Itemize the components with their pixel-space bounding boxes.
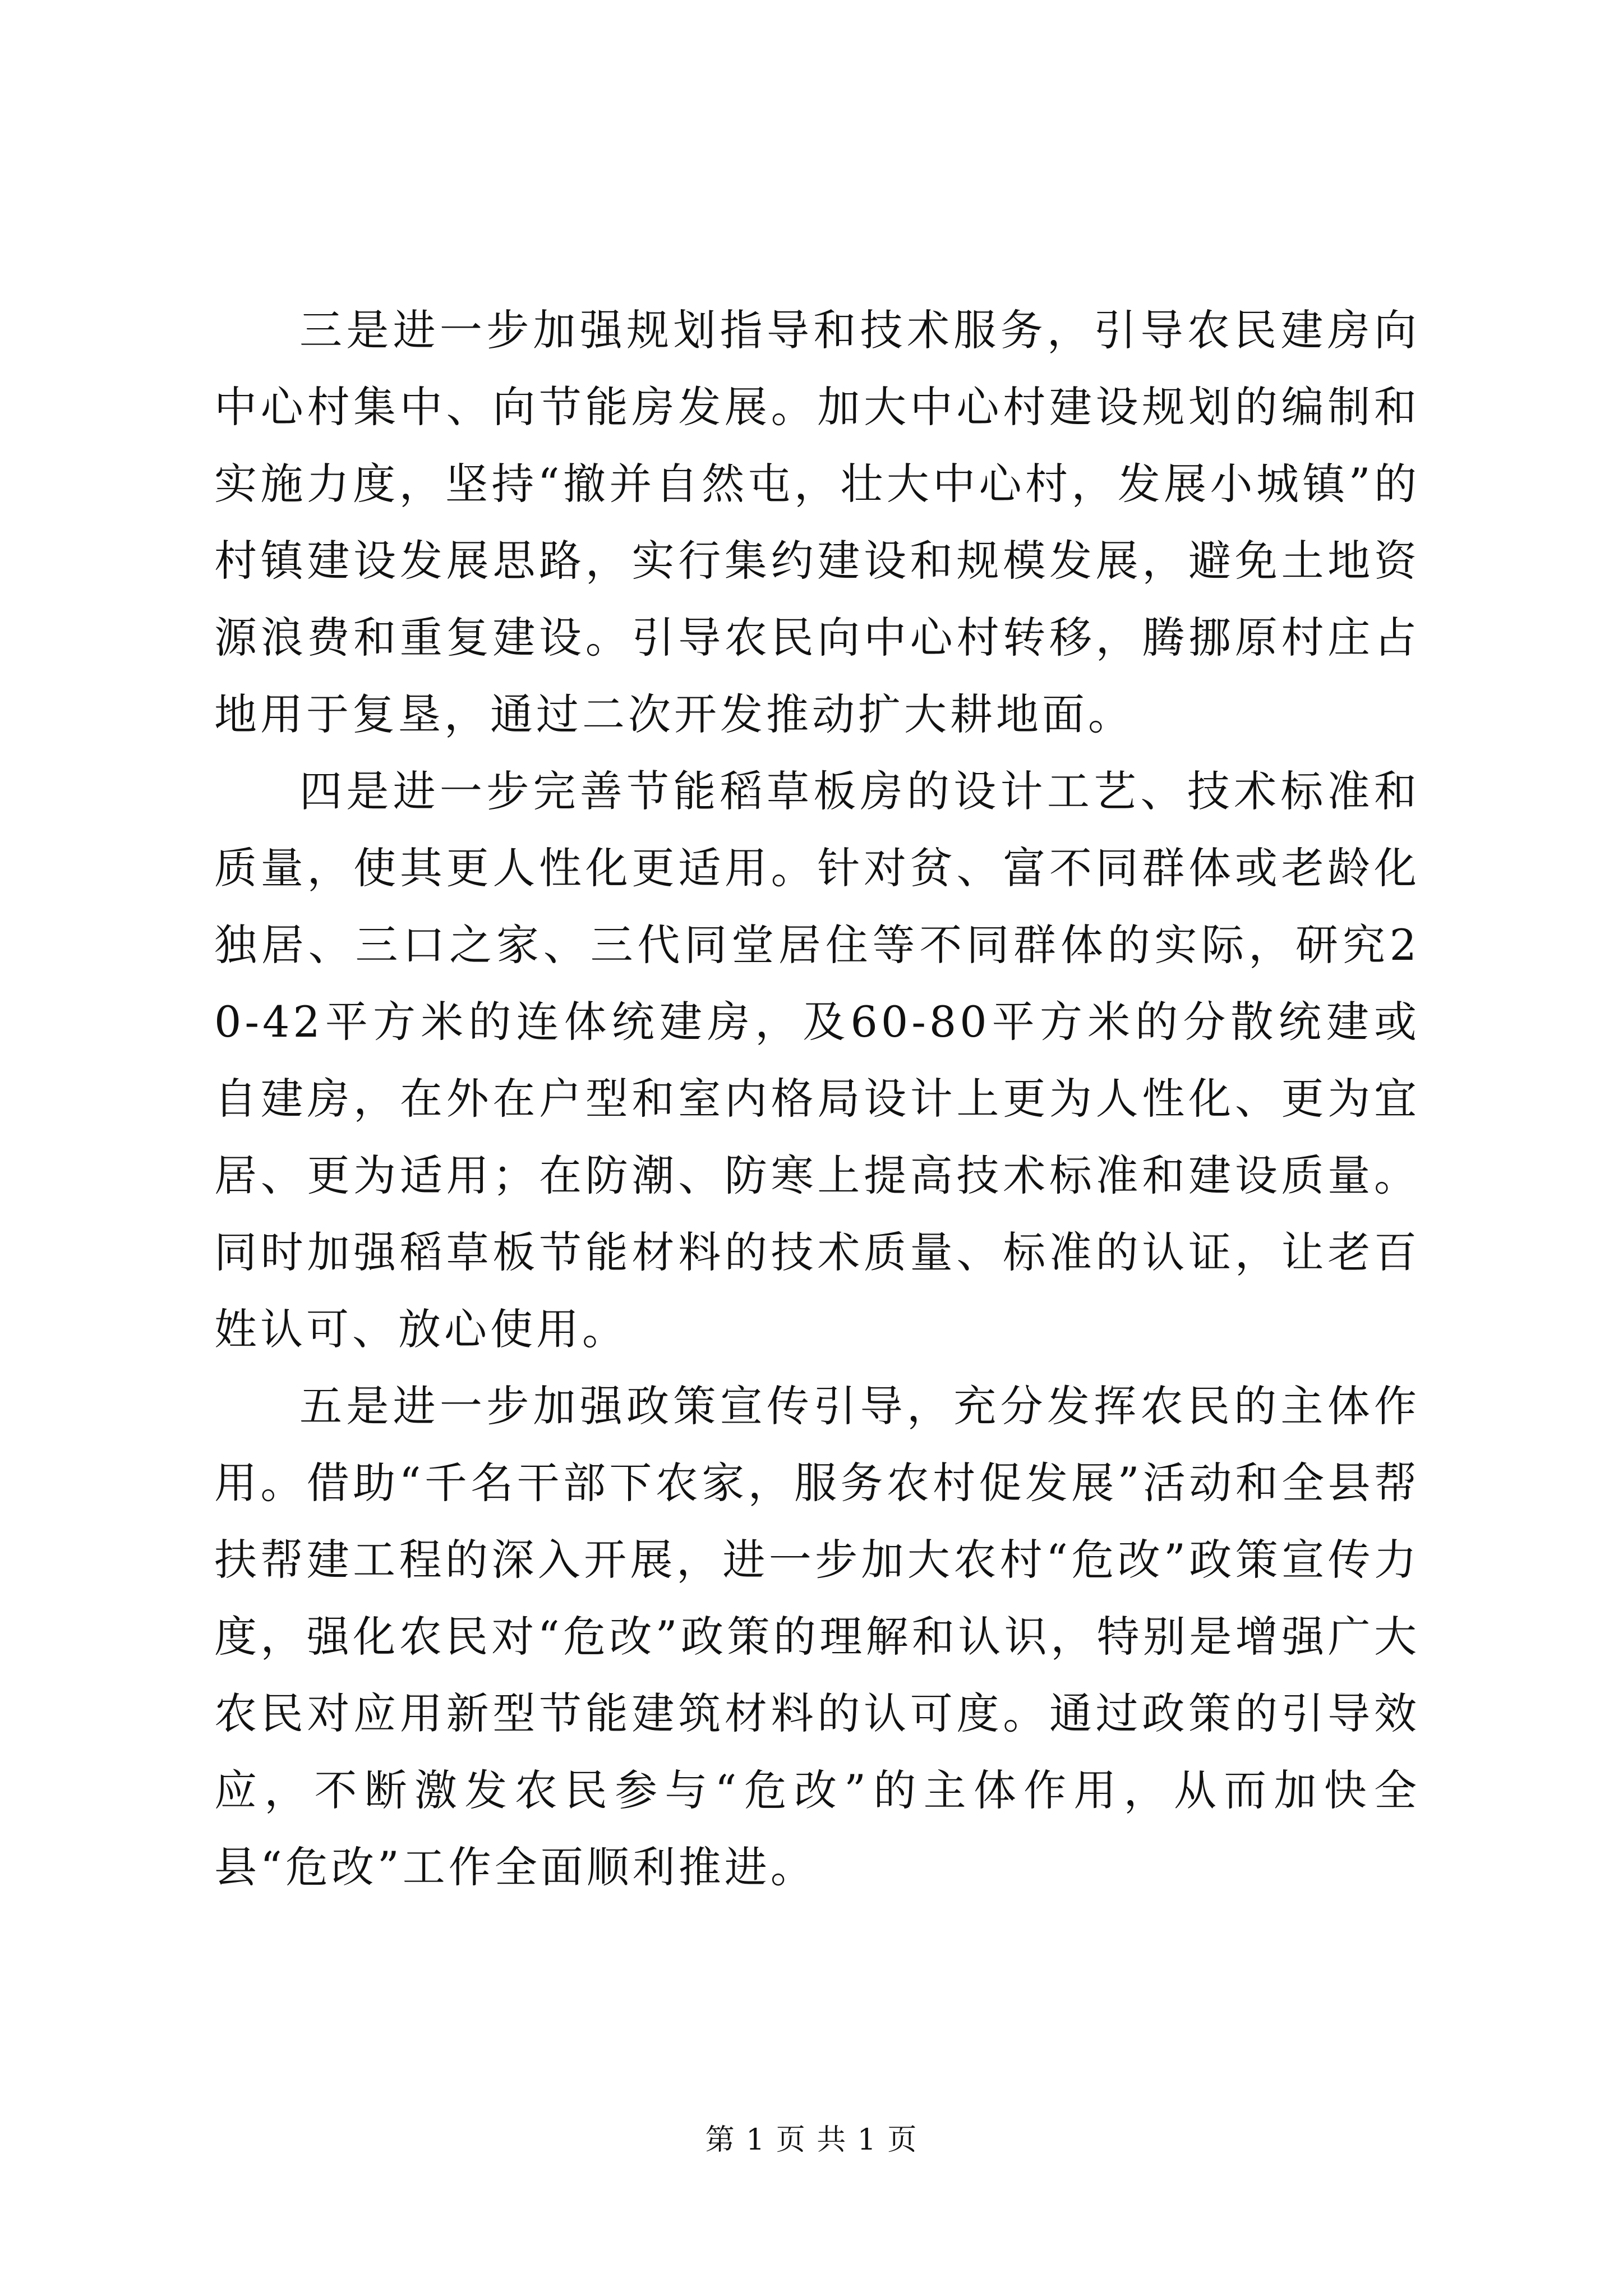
- paragraph-three: 三是进一步加强规划指导和技术服务，引导农民建房向中心村集中、向节能房发展。加大中心村建设规划的编制和实施力度，坚持“撤并自然屯，壮大中心村，发展小城镇”的村镇建设发展思路，实行集约建设和规模发展，避免土地资源浪费和重复建设。引导农民向中心村转移，腾挪原村庄占地用于复垦，通过二次开发推动扩大耕地面。: [214, 305, 1420, 739]
- document-body: [214, 292, 1420, 1906]
- page-footer: 第 1 页 共 1 页: [705, 2123, 918, 2157]
- paragraph-four: 四是进一步完善节能稻草板房的设计工艺、技术标准和质量，使其更人性化更适用。针对贫、富不同群体或老龄化独居、三口之家、三代同堂居住等不同群体的实际，研究20-42平方米的连体统建房，及60-80平方米的分散统建或自建房，在外在户型和室内格局设计上更为人性化、更为宜居、更为适用；在防潮、防寒上提高技术标准和建设质量。同时加强稻草板节能材料的技术质量、标准的认证，让老百姓认可、放心使用。: [214, 766, 1420, 1354]
- paragraph-five: 五是进一步加强政策宣传引导，充分发挥农民的主体作用。借助“千名干部下农家，服务农村促发展”活动和全县帮扶帮建工程的深入开展，进一步加大农村“危改”政策宣传力度，强化农民对“危改”政策的理解和认识，特别是增强广大农民对应用新型节能建筑材料的认可度。通过政策的引导效应，不断激发农民参与“危改”的主体作用，从而加快全县“危改”工作全面顺利推进。: [214, 1381, 1420, 1892]
